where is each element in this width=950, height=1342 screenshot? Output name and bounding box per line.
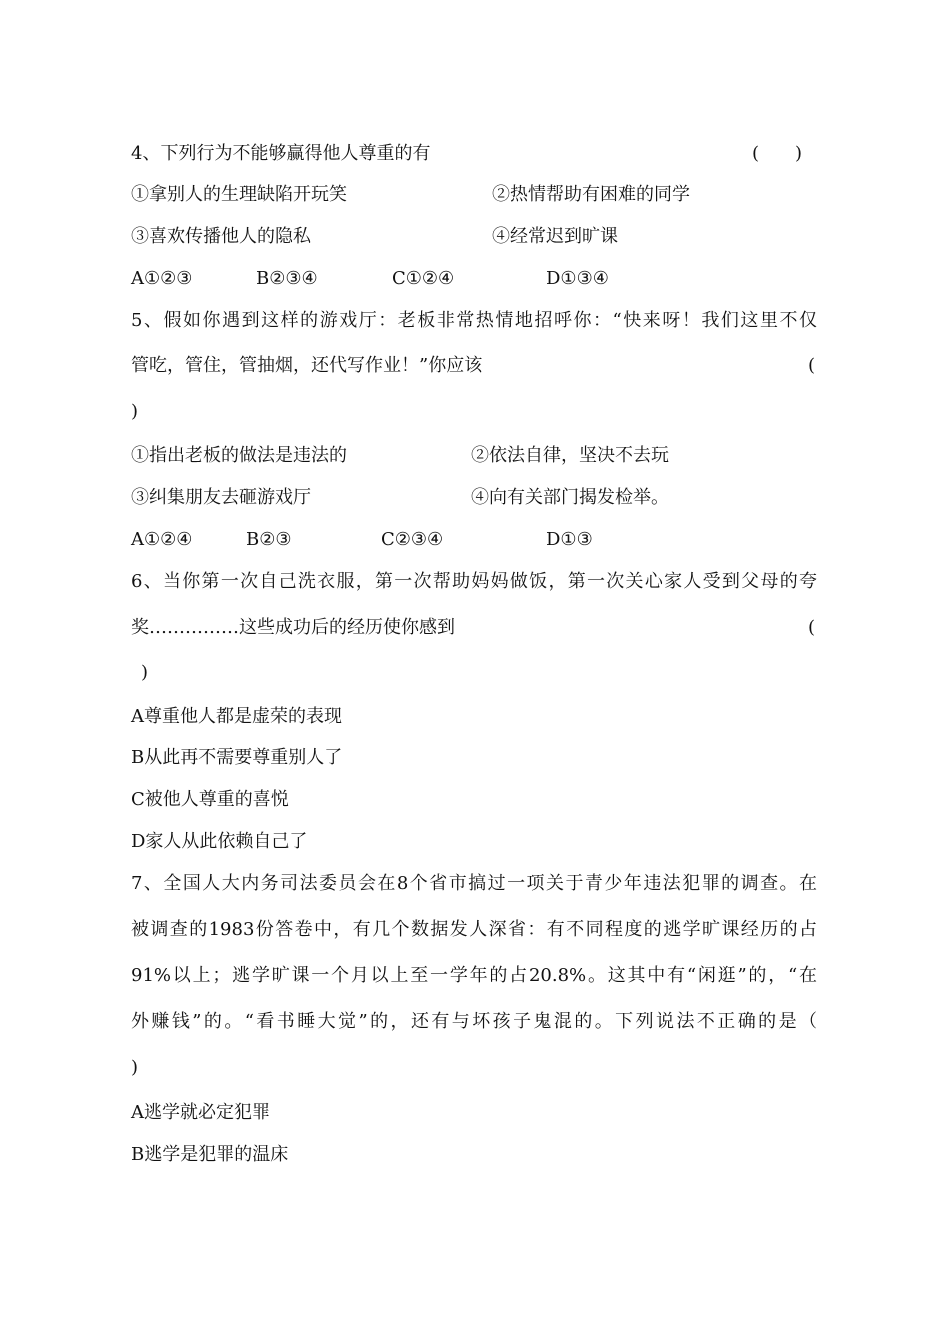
q6-option-b: B从此再不需要尊重别人了 xyxy=(131,747,343,768)
q5-option-2: ②依法自律，坚决不去玩 xyxy=(471,445,669,466)
q4-option-4: ④经常迟到旷课 xyxy=(492,226,618,247)
q4-stem: 4、下列行为不能够赢得他人尊重的有 xyxy=(131,143,431,164)
q7-paren-close: ) xyxy=(131,1057,139,1078)
q4-choice-d: D①③④ xyxy=(546,268,609,289)
q4-choice-b: B②③④ xyxy=(256,268,318,289)
q4-answer-paren: ( ) xyxy=(752,143,803,164)
q5-paren-open: ( xyxy=(808,355,816,376)
q5-paren-close: ) xyxy=(131,401,139,422)
q5-choice-c: C②③④ xyxy=(381,529,444,550)
q5-choice-d: D①③ xyxy=(546,529,593,550)
q6-paren-close: ) xyxy=(141,662,149,683)
q5-option-1: ①指出老板的做法是违法的 xyxy=(131,445,347,466)
q7-option-a: A逃学就必定犯罪 xyxy=(131,1102,270,1123)
q5-stem-line-2: 管吃，管住，管抽烟，还代写作业！”你应该 xyxy=(131,355,483,376)
q4-option-2: ②热情帮助有困难的同学 xyxy=(492,184,690,205)
q6-option-d: D家人从此依赖自己了 xyxy=(131,831,308,852)
q5-stem-line-1: 5、假如你遇到这样的游戏厅：老板非常热情地招呼你：“快来呀！我们这里不仅 xyxy=(131,310,817,331)
q6-option-a: A尊重他人都是虚荣的表现 xyxy=(131,706,342,727)
q7-stem-line-1: 7、全国人大内务司法委员会在8个省市搞过一项关于青少年违法犯罪的调查。在 xyxy=(131,873,817,894)
q5-option-3: ③纠集朋友去砸游戏厅 xyxy=(131,487,311,508)
q7-stem-line-4: 外赚钱”的。“看书睡大觉”的，还有与坏孩子鬼混的。下列说法不正确的是（ xyxy=(131,1011,817,1032)
q7-option-b: B逃学是犯罪的温床 xyxy=(131,1144,289,1165)
q4-option-3: ③喜欢传播他人的隐私 xyxy=(131,226,311,247)
q4-choice-c: C①②④ xyxy=(392,268,455,289)
q5-option-4: ④向有关部门揭发检举。 xyxy=(471,487,669,508)
q6-stem-line-2: 奖……………这些成功后的经历使你感到 xyxy=(131,617,455,638)
q4-choice-a: A①②③ xyxy=(131,268,193,289)
q5-choice-b: B②③ xyxy=(246,529,292,550)
q6-stem-line-1: 6、当你第一次自己洗衣服，第一次帮助妈妈做饭，第一次关心家人受到父母的夸 xyxy=(131,571,817,592)
q5-choice-a: A①②④ xyxy=(131,529,193,550)
q7-stem-line-2: 被调查的1983份答卷中，有几个数据发人深省：有不同程度的逃学旷课经历的占 xyxy=(131,919,817,940)
q4-option-1: ①拿别人的生理缺陷开玩笑 xyxy=(131,184,347,205)
q7-stem-line-3: 91%以上；逃学旷课一个月以上至一学年的占20.8%。这其中有“闲逛”的，“在 xyxy=(131,965,817,986)
q6-paren-open: ( xyxy=(808,617,816,638)
q6-option-c: C被他人尊重的喜悦 xyxy=(131,789,289,810)
